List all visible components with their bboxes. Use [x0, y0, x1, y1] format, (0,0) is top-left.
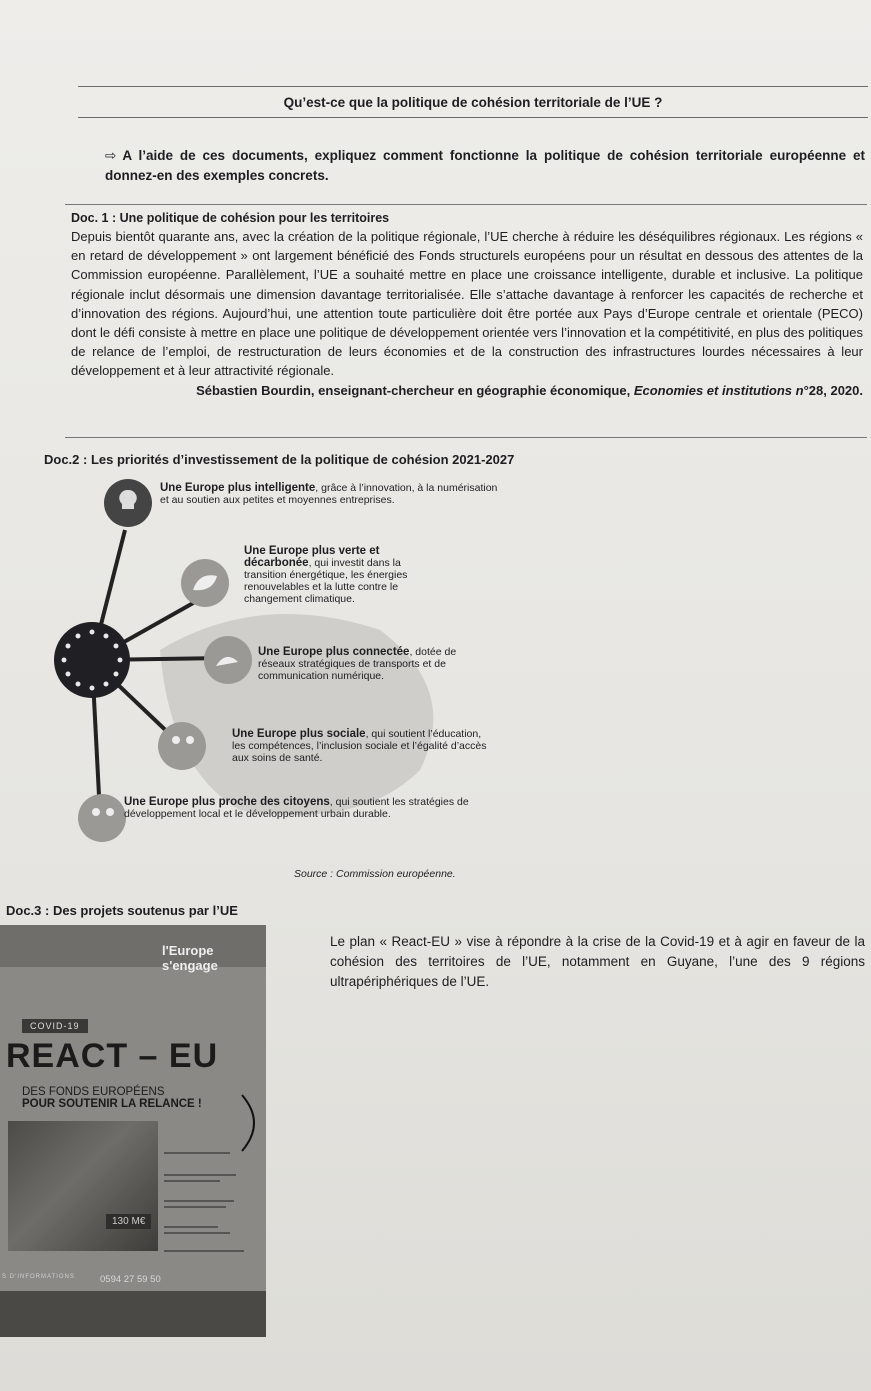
priority-connected [258, 646, 468, 682]
source-issue: °28, 2020. [803, 382, 863, 398]
priority-head: Une Europe plus verte et décarbonée [244, 545, 380, 569]
poster-list-lines [160, 1147, 256, 1257]
document-2-title: Doc.2 : Les priorités d’investissement de la politique de cohésion 2021-2027 [44, 452, 515, 467]
document-3-text: Le plan « React-EU » vise à répondre à la crise de la Covid-19 et à agir en faveur de la cohésion des territoires de l’UE, notamment en Guyane, l’une des 9 régions ultrapériphériques de l’UE. [330, 934, 865, 989]
poster-subtitle-line-2: POUR SOUTENIR LA RELANCE ! [22, 1098, 202, 1110]
arrow-icon: ⇨ [105, 148, 117, 163]
priority-greener [244, 545, 444, 605]
priority-head: Une Europe plus intelligente [160, 482, 316, 494]
document-2-source: Source : Commission européenne. [294, 868, 456, 880]
citizens-icon [78, 794, 126, 842]
covid-badge: COVID-19 [22, 1019, 88, 1033]
document-1 [65, 204, 867, 438]
document-3-title: Doc.3 : Des projets soutenus par l’UE [6, 903, 238, 918]
priority-citizens [124, 796, 494, 820]
priority-head: Une Europe plus proche des citoyens [124, 796, 330, 808]
instruction [105, 146, 865, 186]
bracket-icon [238, 1093, 266, 1153]
poster-bottom-band [0, 1291, 266, 1337]
poster-infos-label: S D’INFORMATIONS [2, 1274, 75, 1280]
priority-desc: , qui investit dans la transition énergétique, les énergies renouvelables et la lutte contre le changement climatique. [244, 557, 408, 605]
source-author: Sébastien Bourdin, enseignant-chercheur en géographie économique, [196, 382, 634, 398]
worksheet-title-text: Qu’est-ce que la politique de cohésion territoriale de l’UE ? [283, 94, 663, 110]
worksheet-title [78, 86, 868, 118]
europe-logo: l'Europe s'engage [162, 943, 218, 973]
source-publication: Economies et institutions n [633, 382, 804, 398]
priority-desc: , qui soutient l’éducation, les compétences, l’inclusion sociale et l’égalité d’accès aux soins de santé. [232, 728, 487, 764]
poster-subtitle [22, 1086, 202, 1110]
priority-smarter [160, 482, 500, 506]
people-icon [158, 722, 206, 770]
priorities-infographic [0, 470, 600, 890]
poster-subtitle-line-1: DES FONDS EUROPÉENS [22, 1086, 165, 1098]
react-eu-poster [0, 925, 266, 1337]
poster-amount-badge: 130 M€ [106, 1214, 151, 1229]
instruction-text: A l’aide de ces documents, expliquez comment fonctionne la politique de cohésion territoriale européenne et donnez-en des exemples concrets. [105, 148, 865, 183]
priority-social [232, 728, 487, 764]
europe-map-shape [160, 614, 433, 815]
document-1-source [71, 383, 863, 398]
priority-head: Une Europe plus connectée [258, 646, 410, 658]
priority-desc: , grâce à l’innovation, à la numérisation et au soutien aux petites et moyennes entreprises. [160, 482, 498, 506]
poster-phone: 0594 27 59 50 [100, 1274, 161, 1285]
document-1-text: Depuis bientôt quarante ans, avec la création de la politique régionale, l’UE cherche à réduire les déséquilibres régionaux. Les régions « en retard de développement » ont largement bénéficié des Fonds structurels européens pour un résultat en dessous des attentes de la Commission européenne. Parallèlement, l’UE a souhaité mettre en place une croissance intelligente, durable et inclusive. La politique régionale inclut désormais une dimension davantage territorialisée. Elle s’attache davantage à renforcer les capacités de recherche et d’innovation des régions. Aujourd’hui, une attention toute particulière doit être portée aux Pays d’Europe centrale et orientale (PECO) dont le défi consiste à mettre en place une politique de développement orientée vers l’innovation et la compétitivité, en plus des politiques de relance de l’emploi, de restructuration de leurs économies et de la construction des infrastructures lourdes nécessaires à leur développement et à leur attractivité régionale. [71, 229, 863, 379]
poster-photo [8, 1121, 158, 1251]
priority-head: Une Europe plus sociale [232, 728, 366, 740]
priority-desc: , dotée de réseaux stratégiques de transports et de communication numérique. [258, 646, 457, 682]
priority-desc: , qui soutient les stratégies de développement local et le développement urbain durable. [124, 796, 469, 820]
document-1-title: Doc. 1 : Une politique de cohésion pour les territoires [71, 211, 390, 225]
poster-headline: REACT – EU [6, 1037, 219, 1075]
